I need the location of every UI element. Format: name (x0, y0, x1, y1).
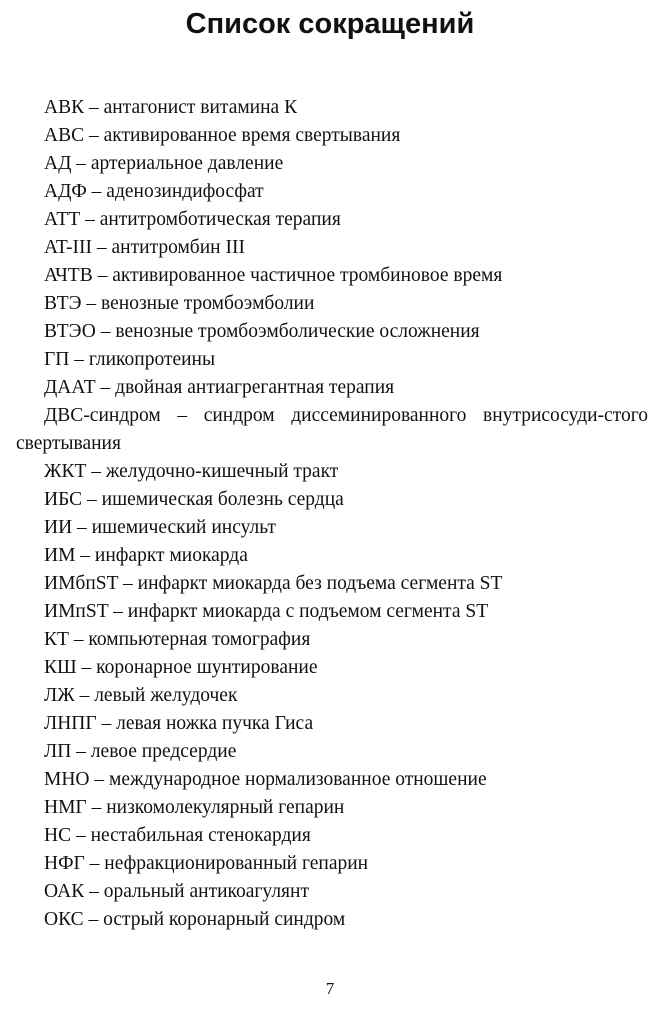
abbreviation-entry-oak: ОАК – оральный антикоагулянт (44, 881, 309, 902)
abbreviation-entry-impst: ИМпST – инфаркт миокарда с подъемом сегмента ST (44, 601, 489, 622)
abbreviation-entry-vte: ВТЭ – венозные тромбоэмболии (44, 293, 315, 314)
abbreviation-entry-oks: ОКС – острый коронарный синдром (44, 909, 346, 930)
abbreviation-entry-att: АТТ – антитромботическая терапия (44, 209, 341, 230)
abbreviation-entry-ksh: КШ – коронарное шунтирование (44, 657, 318, 678)
abbreviation-entry-daat: ДААТ – двойная антиагрегантная терапия (44, 377, 395, 398)
abbreviation-entry-dvs: ДВС-синдром – синдром диссеминированного внутрисосуди-стого свертывания (16, 405, 648, 454)
abbreviation-entry-gp: ГП – гликопротеины (44, 349, 216, 370)
abbreviation-entry-zhkt: ЖКТ – желудочно-кишечный тракт (44, 461, 339, 482)
abbreviation-entry-lzh: ЛЖ – левый желудочек (44, 685, 238, 706)
abbreviation-entry-ii: ИИ – ишемический инсульт (44, 517, 276, 538)
abbreviation-entry-ns: НС – нестабильная стенокардия (44, 825, 311, 846)
abbreviation-entry-mno: МНО – международное нормализованное отношение (44, 769, 487, 790)
page-title: Список сокращений (185, 8, 475, 40)
abbreviation-entry-lnpg: ЛНПГ – левая ножка пучка Гиса (44, 713, 314, 734)
abbreviation-entry-vteo: ВТЭО – венозные тромбоэмболические осложнения (44, 321, 480, 342)
abbreviation-list (16, 94, 648, 934)
abbreviation-entry-lp: ЛП – левое предсердие (44, 741, 237, 762)
abbreviation-entry-at-iii: AT-III – антитромбин III (44, 237, 245, 258)
abbreviation-entry-ibs: ИБС – ишемическая болезнь сердца (44, 489, 344, 510)
abbreviation-entry-kt: КТ – компьютерная томография (44, 629, 311, 650)
abbreviation-entry-imbpst: ИМбпST – инфаркт миокарда без подъема сегмента ST (44, 573, 503, 594)
abbreviation-entry-nmg: НМГ – низкомолекулярный гепарин (44, 797, 345, 818)
abbreviation-entry-nfg: НФГ – нефракционированный гепарин (44, 853, 369, 874)
page-number: 7 (325, 979, 335, 998)
abbreviation-entry-achtv: АЧТВ – активированное частичное тромбиновое время (44, 265, 503, 286)
abbreviation-entry-avk: АВК – антагонист витамина К (44, 97, 298, 118)
abbreviation-entry-ad: АД – артериальное давление (44, 153, 284, 174)
abbreviation-entry-avs: АВС – активированное время свертывания (44, 125, 401, 146)
abbreviation-entry-im: ИМ – инфаркт миокарда (44, 545, 248, 566)
abbreviation-entry-adf: АДФ – аденозиндифосфат (44, 181, 264, 202)
